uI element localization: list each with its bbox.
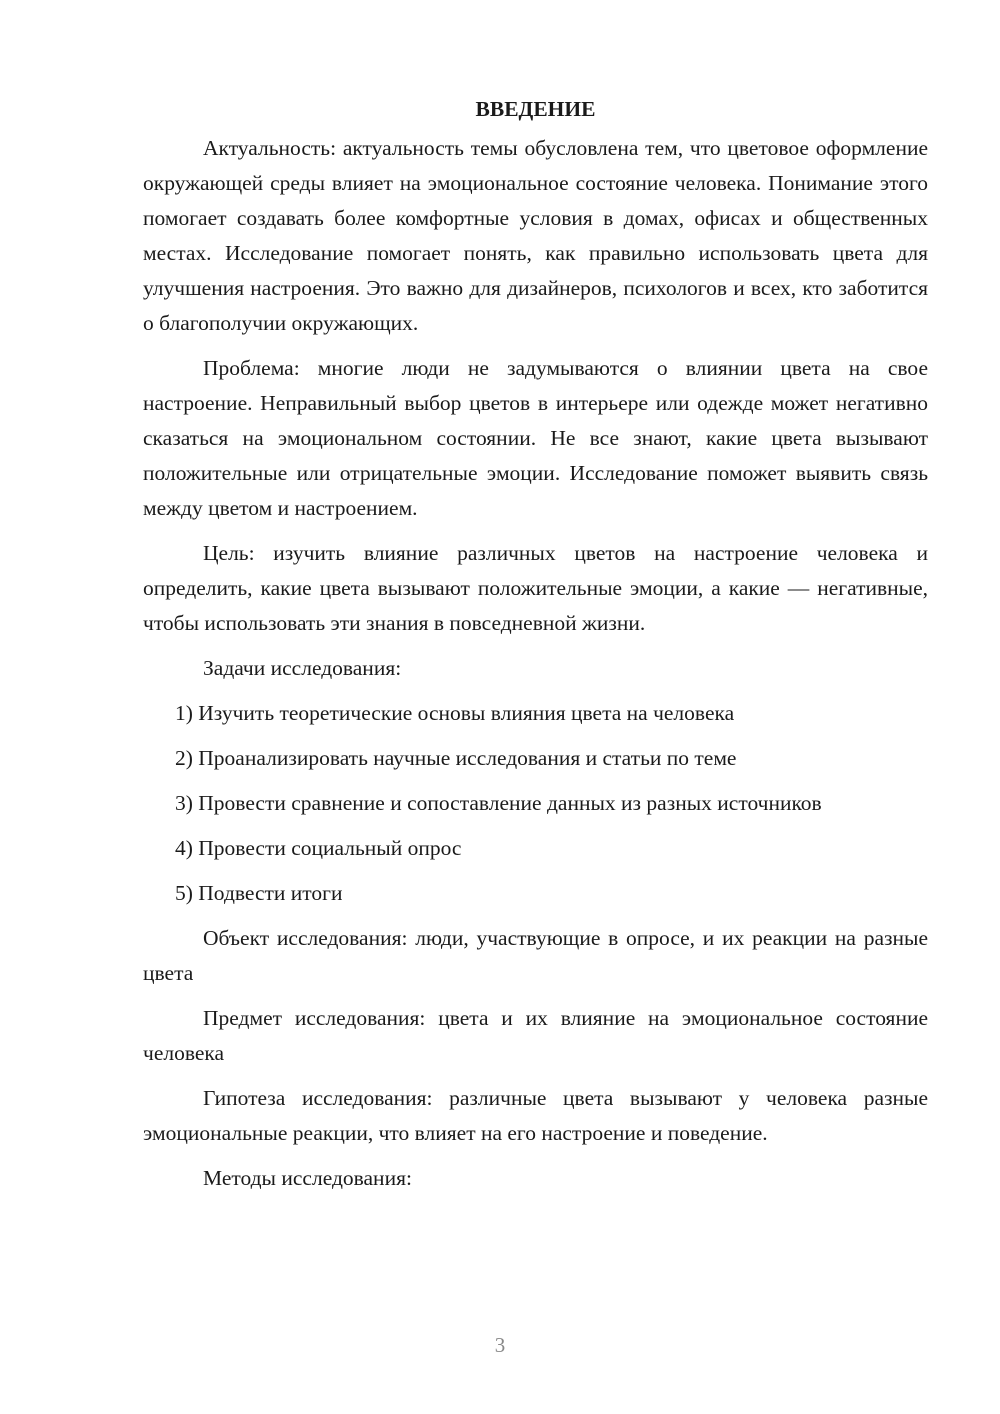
paragraph-object: Объект исследования: люди, участвующие в опросе, и их реакции на разные цвета	[143, 926, 928, 985]
list-item: 1) Изучить теоретические основы влияния цвета на человека	[175, 701, 735, 725]
paragraph-methods-title: Методы исследования:	[203, 1166, 412, 1190]
tasks-list	[143, 696, 928, 911]
paragraph-tasks-title: Задачи исследования:	[203, 656, 402, 680]
paragraph-hypothesis: Гипотеза исследования: различные цвета вызывают у человека разные эмоциональные реакции, что влияет на его настроение и поведение.	[143, 1086, 928, 1145]
list-item: 5) Подвести итоги	[175, 881, 343, 905]
list-item: 3) Провести сравнение и сопоставление данных из разных источников	[175, 791, 822, 815]
list-item: 2) Проанализировать научные исследования и статьи по теме	[175, 746, 737, 770]
paragraph-relevance: Актуальность: актуальность темы обусловлена тем, что цветовое оформление окружающей среды влияет на эмоциональное состояние человека. Понимание этого помогает создавать более комфортные условия в домах, офисах и общественных местах. Исследование помогает понять, как правильно использовать цвета для улучшения настроения. Это важно для дизайнеров, психологов и всех, кто заботится о благополучии окружающих.	[143, 136, 928, 335]
page-number: 3	[494, 1333, 506, 1357]
document-page	[143, 92, 928, 1206]
section-heading: ВВЕДЕНИЕ	[475, 97, 596, 121]
paragraph-goal: Цель: изучить влияние различных цветов на настроение человека и определить, какие цвета вызывают положительные эмоции, а какие — негативные, чтобы использовать эти знания в повседневной жизни.	[143, 541, 928, 635]
paragraph-subject: Предмет исследования: цвета и их влияние на эмоциональное состояние человека	[143, 1006, 928, 1065]
paragraph-problem: Проблема: многие люди не задумываются о влиянии цвета на свое настроение. Неправильный выбор цветов в интерьере или одежде может негативно сказаться на эмоциональном состоянии. Не все знают, какие цвета вызывают положительные или отрицательные эмоции. Исследование поможет выявить связь между цветом и настроением.	[143, 356, 928, 520]
list-item: 4) Провести социальный опрос	[175, 836, 462, 860]
